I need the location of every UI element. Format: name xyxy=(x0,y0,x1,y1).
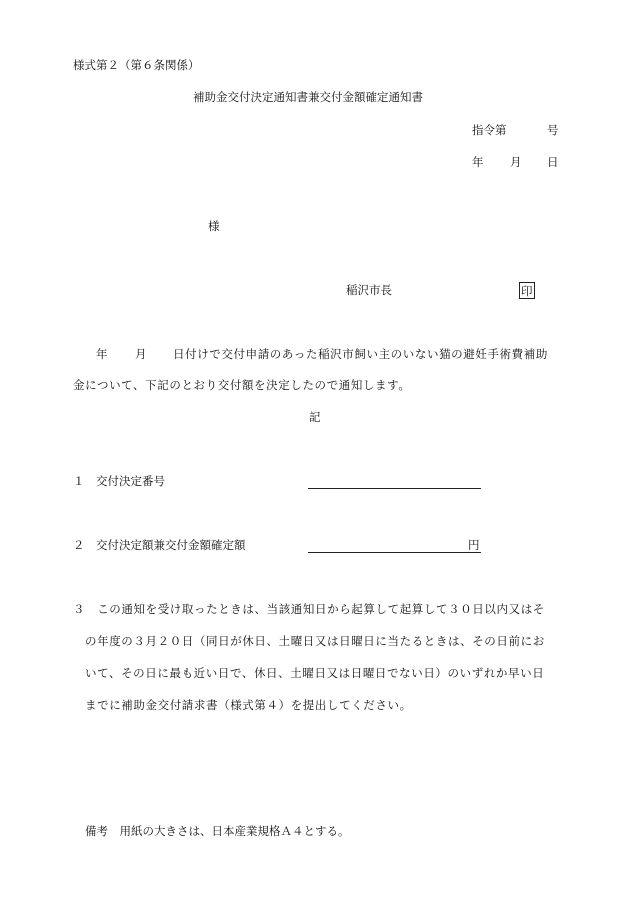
ki-heading: 記 xyxy=(309,410,321,424)
body-month: 月 xyxy=(135,347,147,361)
item-1-blank-line xyxy=(308,488,481,489)
item-3-line-4: までに補助金交付請求書（様式第４）を提出してください。 xyxy=(85,698,412,712)
date-year: 年 xyxy=(472,155,484,169)
item-1-label: １ 交付決定番号 xyxy=(73,474,165,488)
remarks-note: 備考 用紙の大きさは、日本産業規格Ａ４とする。 xyxy=(85,824,350,838)
body-line-1: 日付けで交付申請のあった稲沢市飼い主のいない猫の避妊手術費補助 xyxy=(173,347,548,361)
date-month: 月 xyxy=(510,155,522,169)
body-line-2: 金について、下記のとおり交付額を決定したので通知します。 xyxy=(73,378,411,392)
issuer-name: 稲沢市長 xyxy=(346,283,392,297)
document-title: 補助金交付決定通知書兼交付金額確定通知書 xyxy=(193,90,423,104)
form-number: 様式第２（第６条関係） xyxy=(73,58,200,72)
item-2-unit: 円 xyxy=(468,538,480,552)
date-day: 日 xyxy=(547,155,559,169)
directive-prefix: 指令第 xyxy=(472,123,507,137)
seal-mark: 印 xyxy=(521,284,533,298)
body-year: 年 xyxy=(96,347,108,361)
item-3-line-3: いて、その日に最も近い日で、休日、土曜日又は日曜日でない日）のいずれか早い日 xyxy=(85,666,545,680)
item-3-line-2: の年度の３月２０日（同日が休日、土曜日又は日曜日に当たるときは、その日前にお xyxy=(85,634,545,648)
addressee-honorific: 様 xyxy=(208,219,220,233)
directive-suffix: 号 xyxy=(547,123,559,137)
item-3-line-1: ３ この通知を受け取ったときは、当該通知日から起算して起算して３０日以内又はそ xyxy=(73,602,545,616)
item-2-blank-line xyxy=(308,552,481,553)
item-2-label: ２ 交付決定額兼交付金額確定額 xyxy=(73,538,246,552)
